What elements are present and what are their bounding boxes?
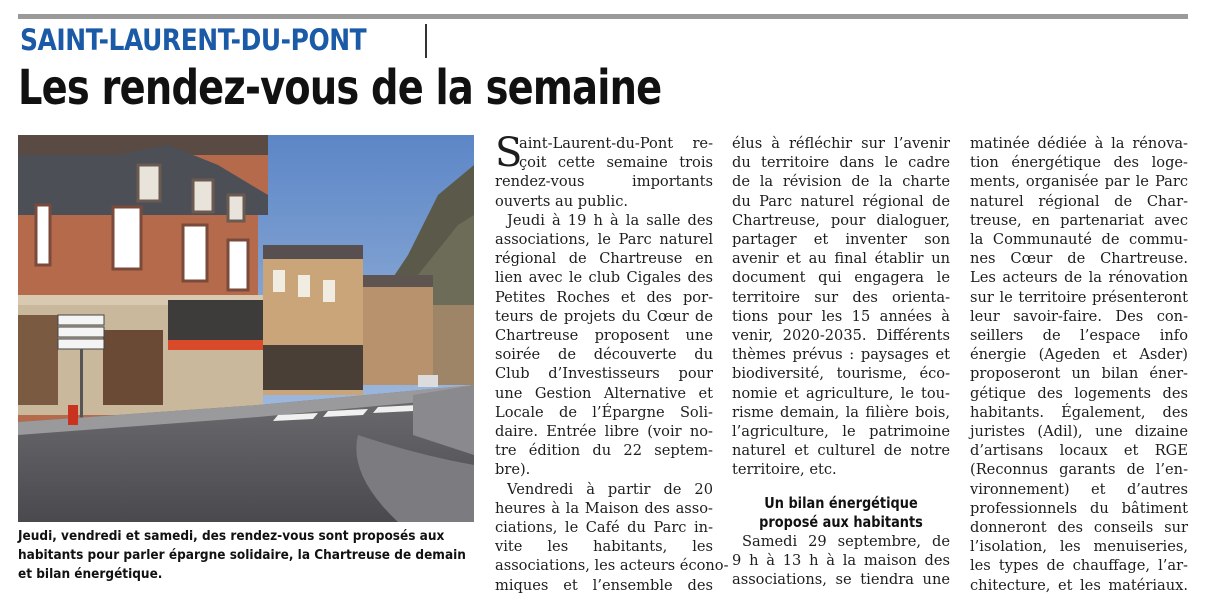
text-line: Locale de l’Épargne Soli- <box>495 403 713 421</box>
text-line: Vendredi à partir de 20 <box>507 480 713 498</box>
text-line: Club d’Investisseurs pour <box>495 365 713 383</box>
text-line: ciations, le Café du Parc in- <box>495 519 713 537</box>
text-line: naturel régional de Char- <box>970 192 1188 210</box>
text-line: Jeudi à 19 h à la salle des <box>507 211 713 229</box>
caption-line: Jeudi, vendredi et samedi, des rendez-vous sont proposés aux <box>18 529 445 544</box>
text-line: seillers de l’espace info <box>970 327 1188 345</box>
text-line: Les acteurs de la rénovation <box>970 269 1188 287</box>
text-line: professionnels du bâtiment <box>970 499 1188 517</box>
photo-caption <box>18 527 474 584</box>
text-line: document qui engagera le <box>732 269 950 287</box>
spacer <box>732 480 950 494</box>
text-line: du Parc naturel régional de <box>732 192 950 210</box>
text-line: vite les habitants, les <box>495 538 713 556</box>
text-line: associations, le Parc naturel <box>495 231 713 249</box>
text-line: rendez-vous importants <box>495 173 713 191</box>
text-line: donneront des conseils sur <box>970 519 1188 537</box>
text-line: aint-Laurent-du-Pont re- <box>519 135 713 152</box>
text-line: sur le territoire présenteront <box>970 288 1188 306</box>
text-line: Petites Roches et des por- <box>495 288 713 306</box>
text-line: la Communauté de commu- <box>970 231 1188 249</box>
caption-line: et bilan énergétique. <box>18 567 163 582</box>
text-line: partager et inventer son <box>732 231 950 249</box>
text-line: énergie (Ageden et Asder) <box>970 346 1188 364</box>
text-line: chitecture, et les matériaux. <box>970 576 1188 594</box>
headline: Les rendez-vous de la semaine <box>18 60 662 116</box>
text-line: bre). <box>495 461 531 479</box>
text-line: l’isolation, les menuiseries, <box>970 538 1188 556</box>
text-line: tion énergétique des loge- <box>970 154 1188 172</box>
subheading-line: Un bilan énergétique <box>764 493 918 512</box>
text-line: risme demain, la filière bois, <box>732 403 950 421</box>
text-line: juristes (Adil), une dizaine <box>970 423 1188 441</box>
article-column-3 <box>970 134 1188 595</box>
text-line: ouverts au public. <box>495 192 629 210</box>
text-line: matinée dédiée à la rénova- <box>970 135 1188 152</box>
text-line: soirée de découverte du <box>495 346 713 364</box>
text-line: Chartreuse, pour dialoguer, <box>732 211 950 229</box>
text-line: lien avec le club Cigales des <box>495 269 713 287</box>
text-line: associations, se tiendra une <box>732 571 950 589</box>
text-line: 9 h à 13 h à la maison des <box>732 551 950 569</box>
text-line: miques et l’ensemble des <box>495 576 713 594</box>
text-line: les types de chauffage, l’ar- <box>970 557 1188 575</box>
text-line: vironnement) et d’autres <box>970 480 1188 498</box>
text-line: biodiversité, tourisme, éco- <box>732 365 950 383</box>
text-line: daire. Entrée libre (voir no- <box>495 423 713 441</box>
text-line: (Reconnus garants de l’en- <box>970 461 1188 479</box>
text-line: teurs de projets du Cœur de <box>495 307 713 325</box>
text-line: territoire sur des orienta- <box>732 288 950 306</box>
kicker-divider <box>425 24 427 58</box>
kicker-text: SAINT-LAURENT-DU-PONT <box>20 23 367 57</box>
text-line: leur savoir-faire. Des con- <box>970 307 1188 325</box>
text-line: Chartreuse proposent une <box>495 327 713 345</box>
subheading-line: proposé aux habitants <box>759 512 923 531</box>
text-line: proposeront un bilan éner- <box>970 365 1188 383</box>
top-rule <box>18 14 1188 19</box>
text-line: thèmes prévus : paysages et <box>732 346 950 364</box>
text-line: associations, les acteurs écono- <box>495 557 729 575</box>
subheading <box>747 494 934 532</box>
text-line: territoire, etc. <box>732 461 837 479</box>
text-line: de la révision de la charte <box>732 173 950 191</box>
article-column-1 <box>495 130 729 595</box>
text-line: ments, organisée par le Parc <box>970 173 1188 191</box>
text-line: treuse, en partenariat avec <box>970 211 1188 229</box>
text-line: Samedi 29 septembre, de <box>742 532 950 550</box>
street-photo <box>18 135 474 522</box>
text-line: habitants. Également, des <box>970 403 1188 421</box>
text-line: nomie et agriculture, le tou- <box>732 384 950 402</box>
kicker <box>20 22 423 58</box>
text-line: régional de Chartreuse en <box>495 250 713 268</box>
text-line: élus à réfléchir sur l’avenir <box>732 135 950 152</box>
text-line: avenir et au final établir un <box>732 250 950 268</box>
text-line: naturel et culturel de notre <box>732 442 950 460</box>
text-line: tions pour les 15 années à <box>732 307 950 325</box>
text-line: une Gestion Alternative et <box>495 384 713 402</box>
text-line: l’agriculture, le patrimoine <box>732 423 950 441</box>
opening-paragraph <box>495 130 713 211</box>
text-line: çoit cette semaine trois <box>519 154 713 172</box>
text-line: tre édition du 22 septem- <box>495 442 713 460</box>
article-column-2 <box>732 134 950 589</box>
caption-line: habitants pour parler épargne solidaire, la Chartreuse de demain <box>18 548 466 563</box>
text-line: gétique des logements des <box>970 384 1188 402</box>
text-line: venir, 2020-2035. Différents <box>732 327 950 345</box>
dropcap-letter: S <box>495 130 523 176</box>
text-line: heures à la Maison des asso- <box>495 499 713 517</box>
text-line: nes Cœur de Chartreuse. <box>970 250 1188 268</box>
text-line: du territoire dans le cadre <box>732 154 950 172</box>
text-line: d’artisans locaux et RGE <box>970 442 1188 460</box>
